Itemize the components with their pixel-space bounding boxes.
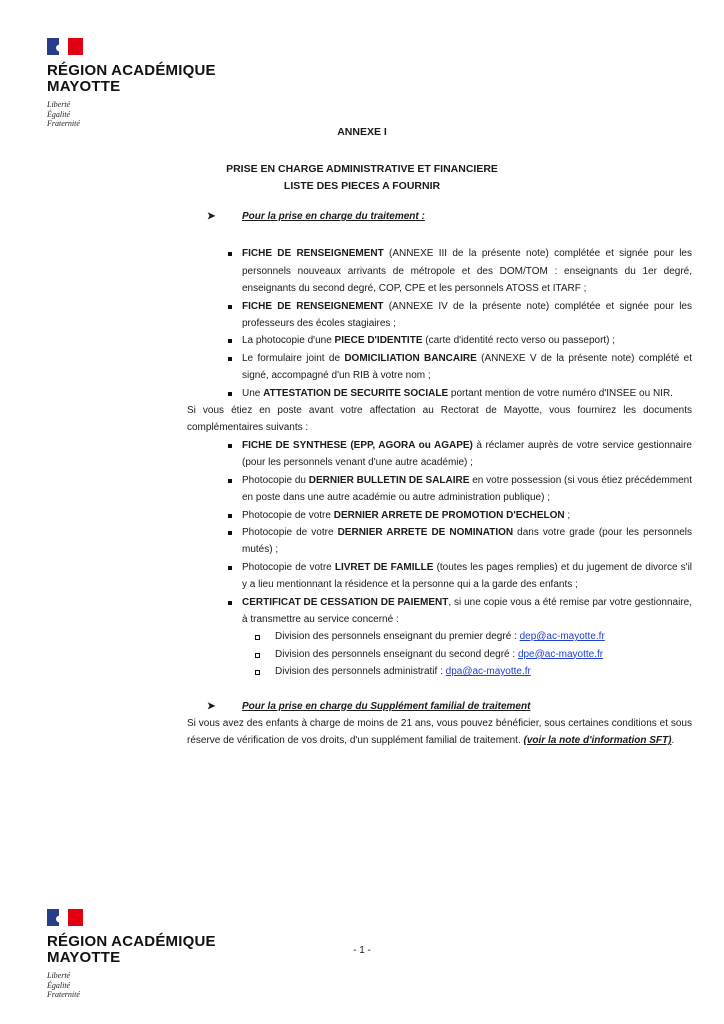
section-heading-traitement: ➤ Pour la prise en charge du traitement : [187, 208, 692, 225]
sft-paragraph: Si vous avez des enfants à charge de moins de 21 ans, vous pouvez bénéficier, sous certaines conditions et sous réserve de vérification de vos droits, d'un supplément familial de traitement. (voir la note d'information SFT). [187, 717, 692, 747]
email-link-dpa[interactable]: dpa@ac-mayotte.fr [445, 666, 531, 678]
list-item: Photocopie du DERNIER BULLETIN DE SALAIRE en votre possession (si vous étiez précédemment en poste dans une autre académie ou autre administration publique) ; [187, 472, 692, 507]
org-name-line2: MAYOTTE [47, 78, 121, 95]
square-bullet-icon [228, 514, 232, 518]
list-item: Une ATTESTATION DE SECURITE SOCIALE portant mention de votre numéro d'INSEE ou NIR. [187, 385, 692, 402]
circle-bullet-icon [255, 635, 260, 640]
motto-egalite: Égalité [47, 980, 71, 990]
division-item: Division des personnels enseignant du premier degré : dep@ac-mayotte.fr [187, 628, 692, 645]
annex-label: ANNEXE I [337, 126, 387, 138]
sft-note-reference: (voir la note d'information SFT) [523, 735, 672, 747]
email-link-dep[interactable]: dep@ac-mayotte.fr [519, 631, 605, 643]
list-item: FICHE DE SYNTHESE (EPP, AGORA ou AGAPE) à réclamer auprès de votre service gestionnaire (pour les personnels venant d'une autre académie) ; [187, 437, 692, 472]
motto-fraternite: Fraternité [47, 119, 80, 128]
square-bullet-icon [228, 339, 232, 343]
square-bullet-icon [228, 357, 232, 361]
arrow-bullet-icon: ➤ [207, 211, 216, 222]
motto [47, 100, 216, 129]
list-item: Photocopie de votre DERNIER ARRETE DE NOMINATION dans votre grade (pour les personnels mutés) ; [187, 524, 692, 559]
marianne-flag-icon [47, 909, 83, 926]
division-item: Division des personnels enseignant du second degré : dpe@ac-mayotte.fr [187, 646, 692, 663]
org-name-line2: MAYOTTE [47, 949, 121, 966]
motto-fraternite: Fraternité [47, 990, 80, 999]
circle-bullet-icon [255, 653, 260, 658]
motto-liberte: Liberté [47, 971, 71, 980]
square-bullet-icon [228, 305, 232, 309]
document-title-line2: LISTE DES PIECES A FOURNIR [283, 180, 441, 192]
list-item: Photocopie de votre LIVRET DE FAMILLE (toutes les pages remplies) et du jugement de divorce s'il y a lieu mentionnant la résidence et la personne qui a la garde des enfants ; [187, 559, 692, 594]
document-title-line1: PRISE EN CHARGE ADMINISTRATIVE ET FINANCIERE [226, 163, 498, 175]
circle-bullet-icon [255, 670, 260, 675]
motto-egalite: Égalité [47, 109, 71, 119]
page-number: - 1 - [353, 945, 371, 956]
section-heading-sft: ➤ Pour la prise en charge du Supplément familial de traitement [187, 698, 692, 715]
org-name-line1: RÉGION ACADÉMIQUE [47, 62, 216, 79]
division-item: Division des personnels administratif : dpa@ac-mayotte.fr [187, 663, 692, 680]
email-link-dpe[interactable]: dpe@ac-mayotte.fr [517, 648, 604, 660]
document-body [187, 208, 692, 750]
org-name [47, 63, 216, 95]
square-bullet-icon [228, 601, 232, 605]
arrow-bullet-icon: ➤ [207, 700, 216, 712]
list-item: La photocopie d'une PIECE D'IDENTITE (carte d'identité recto verso ou passeport) ; [187, 332, 692, 349]
square-bullet-icon [228, 479, 232, 483]
square-bullet-icon [228, 531, 232, 535]
header-logo [47, 38, 216, 129]
square-bullet-icon [228, 444, 232, 448]
intro-paragraph: Si vous étiez en poste avant votre affectation au Rectorat de Mayotte, vous fournirez les documents complémentaires suivants : [187, 405, 692, 434]
org-name-line1: RÉGION ACADÉMIQUE [47, 933, 216, 950]
list-item: FICHE DE RENSEIGNEMENT (ANNEXE IV de la présente note) complétée et signée pour les professeurs des écoles stagiaires ; [187, 298, 692, 333]
motto [47, 971, 216, 1000]
list-item: Le formulaire joint de DOMICILIATION BANCAIRE (ANNEXE V de la présente note) complété et signé, accompagné d'un RIB à votre nom ; [187, 350, 692, 385]
list-item: Photocopie de votre DERNIER ARRETE DE PROMOTION D'ECHELON ; [187, 507, 692, 524]
square-bullet-icon [228, 566, 232, 570]
list-item: FICHE DE RENSEIGNEMENT (ANNEXE III de la présente note) complétée et signée pour les personnels nouveaux arrivants de métropole et des DOM/TOM : enseignants du 1er degré, enseignants du second degré, COP, CPE et les personnels ATOSS et ITARF ; [187, 245, 692, 297]
motto-liberte: Liberté [47, 100, 71, 109]
marianne-flag-icon [47, 38, 83, 55]
square-bullet-icon [228, 392, 232, 396]
list-item: CERTIFICAT DE CESSATION DE PAIEMENT, si une copie vous a été remise par votre gestionnaire, à transmettre au service concerné : [187, 594, 692, 629]
square-bullet-icon [228, 252, 232, 256]
